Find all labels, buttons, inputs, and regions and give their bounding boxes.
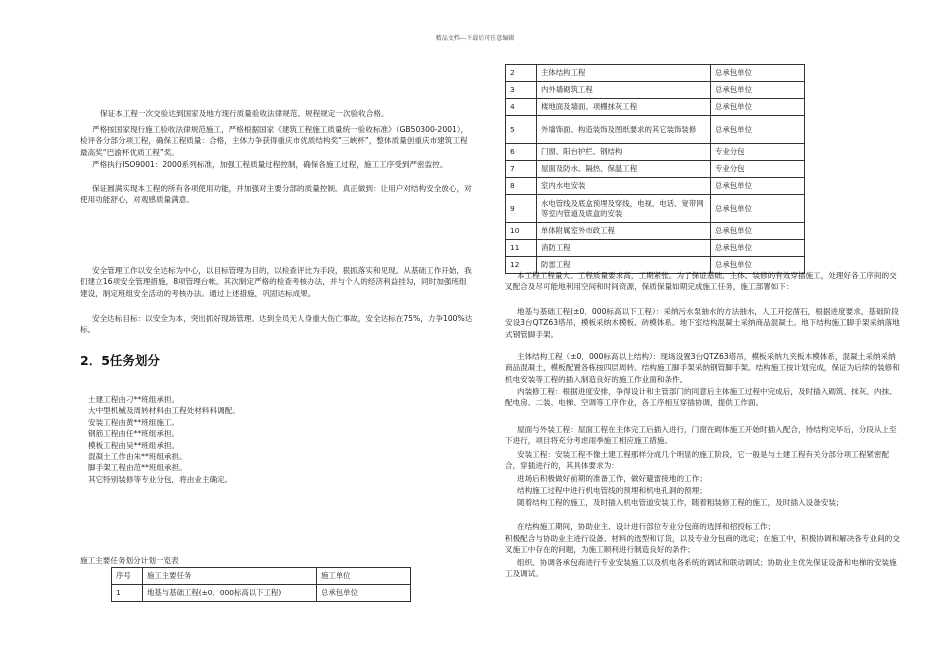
installation-step-1: 进场后积极做好前期的准备工作，做好避雷接地的工作；	[517, 474, 707, 483]
installation-paragraph: 安装工程：安装工程不像土建工程那样分成几个明显的施工阶段，它一般是与土建工程有关分部分项工程紧密配合，穿插进行的，其具体要求为：	[505, 450, 890, 471]
task-table-part-1	[111, 567, 411, 602]
table-cell-index: 12	[506, 257, 537, 274]
table-cell-unit: 总承包单位	[711, 257, 805, 274]
table-row	[112, 585, 411, 602]
table-cell-task: 外墙饰面、构造装饰及图纸要求的其它装饰装修	[537, 116, 711, 144]
task-line: 其它特别装修等专业分包，将由业主确定。	[88, 474, 233, 484]
coordination-paragraph-3: 组织、协调各承包商进行专业安装施工以及机电各系统的调试和联动调试；协助业主优先保证设备和电梯的安装施工及调试。	[505, 558, 897, 579]
table-cell-unit: 总承包单位	[711, 240, 805, 257]
table-cell-task: 屋面及防水、隔热、保温工程	[537, 161, 711, 178]
table-cell-unit: 总承包单位	[711, 116, 805, 144]
table-row	[506, 195, 805, 223]
table-cell-unit: 专业分包	[711, 161, 805, 178]
main-structure-paragraph: 主体结构工程（±0．000标高以上结构）：现场设置3台QTZ63塔吊，模板采纳九夹板木模体系，混凝土采纳采纳商品混凝土，模板配置各栋按四层周转。结构施工脚手架采纳钢管脚手架。结构施工按计划完成，保证为后续的装修和机电安装等工程的插入制造良好的施工作业面和条件。	[505, 352, 900, 384]
table-cell-index: 9	[506, 195, 537, 223]
task-line: 混凝土工作由朱**班组承担。	[88, 452, 187, 462]
table-cell-task: 防雷工程	[537, 257, 711, 274]
table-cell-unit: 总承包单位	[711, 82, 805, 99]
table-cell-task: 单体附属室外市政工程	[537, 223, 711, 240]
table-cell-index: 4	[506, 99, 537, 116]
table-cell-task: 门窗、阳台护栏、钢结构	[537, 144, 711, 161]
task-line: 安装工程由黄**班组施工。	[88, 417, 180, 427]
table-row	[506, 223, 805, 240]
task-table-part-2	[505, 64, 805, 274]
table-cell-index: 11	[506, 240, 537, 257]
section-title: 2．5任务划分	[80, 353, 160, 368]
table-cell-index: 1	[112, 585, 143, 602]
table-row	[506, 99, 805, 116]
task-list	[80, 394, 460, 485]
quality-paragraph-2: 严格按国家现行施工验收法律规范施工，严格根据国家《建筑工程施工质量统一验收标准》（GB50300-2001），检评各分部分项工程，确保工程质量：合格，主体力争获得重庆市优质结构奖“三峡杯”，整体质量创重庆市建筑工程最高奖“巴渝杯优质工程”奖。	[80, 125, 469, 157]
quality-paragraph-4: 保证圆满实现本工程的所有各项使用功能，并加强对主要分部的质量控制。真正做到：让用户对结构安全放心，对使用功能舒心，对观感质量满意。	[80, 184, 472, 205]
task-line: 脚手架工程由范**班组承担。	[88, 463, 187, 473]
left-column	[80, 0, 480, 672]
table-caption: 施工主要任务划分计划一览表	[80, 556, 179, 565]
coordination-paragraph-1: 在结构施工期间，协助业主、设计进行部位专业分包商的选择和招投标工作；	[517, 522, 776, 531]
table-cell-index: 7	[506, 161, 537, 178]
table-cell-task: 主体结构工程	[537, 65, 711, 82]
table-row	[506, 240, 805, 257]
safety-paragraph-2: 安全达标目标：以安全为本，突出抓好现场管理。达到全员无人身重大伤亡事故，安全达标在75%，力争100%达标。	[80, 314, 473, 335]
table-cell-task: 楼地面及墙面、项棚抹灰工程	[537, 99, 711, 116]
table-cell-unit: 总承包单位	[711, 65, 805, 82]
table-cell-task: 水电管线及底盒预埋及穿线，电视、电话、宽带网等室内管道及底盒的安装	[537, 195, 711, 223]
interior-paragraph: 内装修工程：根据进度安排，争得设计和主管部门的同意后主体施工过程中完成后，及时插入砌筑、抹灰、内抹、配电房、二装、电梯、空调等工序作业，各工序相互穿插协调，提供工作面。	[505, 387, 897, 408]
quality-paragraph-3: 严格执行ISO9001：2000系列标准，加强工程质量过程控制，确保各施工过程，施工工序受到严密监控。	[92, 160, 448, 169]
table-cell-unit: 总承包单位	[711, 195, 805, 223]
table-cell-unit: 总承包单位	[711, 99, 805, 116]
table-header-cell: 施工单位	[317, 568, 411, 585]
table-cell-unit: 专业分包	[711, 144, 805, 161]
table-cell-index: 10	[506, 223, 537, 240]
coordination-paragraph-2: 积极配合与协助业主进行设备、材料的选型和订货，以及专业分包商的选定；在施工中，积极协调和解决各专业间的交叉施工中存在的问题，为施工顺利进行制造良好的条件；	[505, 534, 900, 555]
table-cell-index: 2	[506, 65, 537, 82]
table-cell-index: 3	[506, 82, 537, 99]
task-line: 大中型机械及周转材料由工程处材料科调配。	[88, 406, 240, 416]
task-line: 土建工程由刁**班组承担。	[88, 395, 180, 404]
deployment-intro: 本工程工程量大、工程质量要求高，工期紧张。为了保证基础、主体、装修的有效穿插施工，处理好各工序间的交叉配合及尽可能地利用空间和时间资源，保质保量如期完成施工任务，施工部署如下：	[505, 271, 897, 292]
table-row	[506, 144, 805, 161]
table-row	[506, 82, 805, 99]
table-header-cell: 施工主要任务	[143, 568, 317, 585]
table-cell-index: 8	[506, 178, 537, 195]
table-row	[506, 116, 805, 144]
table-header-row	[112, 568, 411, 585]
right-column	[505, 0, 900, 672]
table-row	[506, 65, 805, 82]
table-cell-task: 地基与基础工程(±0．000标高以下工程)	[143, 585, 317, 602]
installation-step-3: 随着结构工程的施工，及时插入机电管道安装工作，随着粗装修工程的施工，及时插入设备安装；	[517, 498, 844, 507]
roof-facade-paragraph: 屋面与外装工程：屋面工程在主体完工后插入进行，门窗在砌体施工开始时插入配合，待结构完毕后，分段从上至下进行，项目将充分考虑雨季施工相应施工措施。	[505, 425, 897, 446]
safety-paragraph-1: 安全管理工作以安全达标为中心，以目标管理为目的，以检查评比为手段，狠抓落实和见现。从基础工作开始，我们建立16项安全管理措施，8项管理台帐。其次制定严格的检查考核办法，并与个人的经济利益挂勾，同时加强班组建设，制定班组安全活动的考核办法。通过上述措施，巩固达标成果。	[80, 266, 472, 298]
table-cell-unit: 总承包单位	[317, 585, 411, 602]
table-cell-unit: 总承包单位	[711, 223, 805, 240]
page-header: 精品文档---下载后可任意编辑	[435, 35, 515, 42]
foundation-paragraph: 地基与基础工程(±0．000标高以下工程）：采纳污水泵抽水的方法抽水，人工开挖凿石，根据进度要求，基础阶段安设3台QTZ63塔吊，模板采纳木模板、砖模体系。地下室结构混凝土采纳商品混凝土。地下结构施工脚手架采纳落地式钢管脚手架。	[505, 307, 900, 339]
installation-step-2: 结构施工过程中进行机电管线的预埋和机电孔洞的预埋；	[517, 486, 707, 495]
table-row	[506, 178, 805, 195]
table-cell-task: 内外墙砌筑工程	[537, 82, 711, 99]
task-line: 模板工程由吴**班组承担。	[88, 440, 180, 450]
table-header-cell: 序号	[112, 568, 143, 585]
table-cell-task: 室内水电安装	[537, 178, 711, 195]
quality-paragraph-1: 保证本工程一次交验达到国家及地方现行质量验收法律规范、规程规定一次验收合格。	[100, 109, 389, 118]
table-cell-index: 5	[506, 116, 537, 144]
task-line: 钢筋工程由任**班组承担。	[88, 429, 180, 439]
table-cell-index: 6	[506, 144, 537, 161]
table-cell-unit: 总承包单位	[711, 178, 805, 195]
table-cell-task: 消防工程	[537, 240, 711, 257]
table-row	[506, 161, 805, 178]
